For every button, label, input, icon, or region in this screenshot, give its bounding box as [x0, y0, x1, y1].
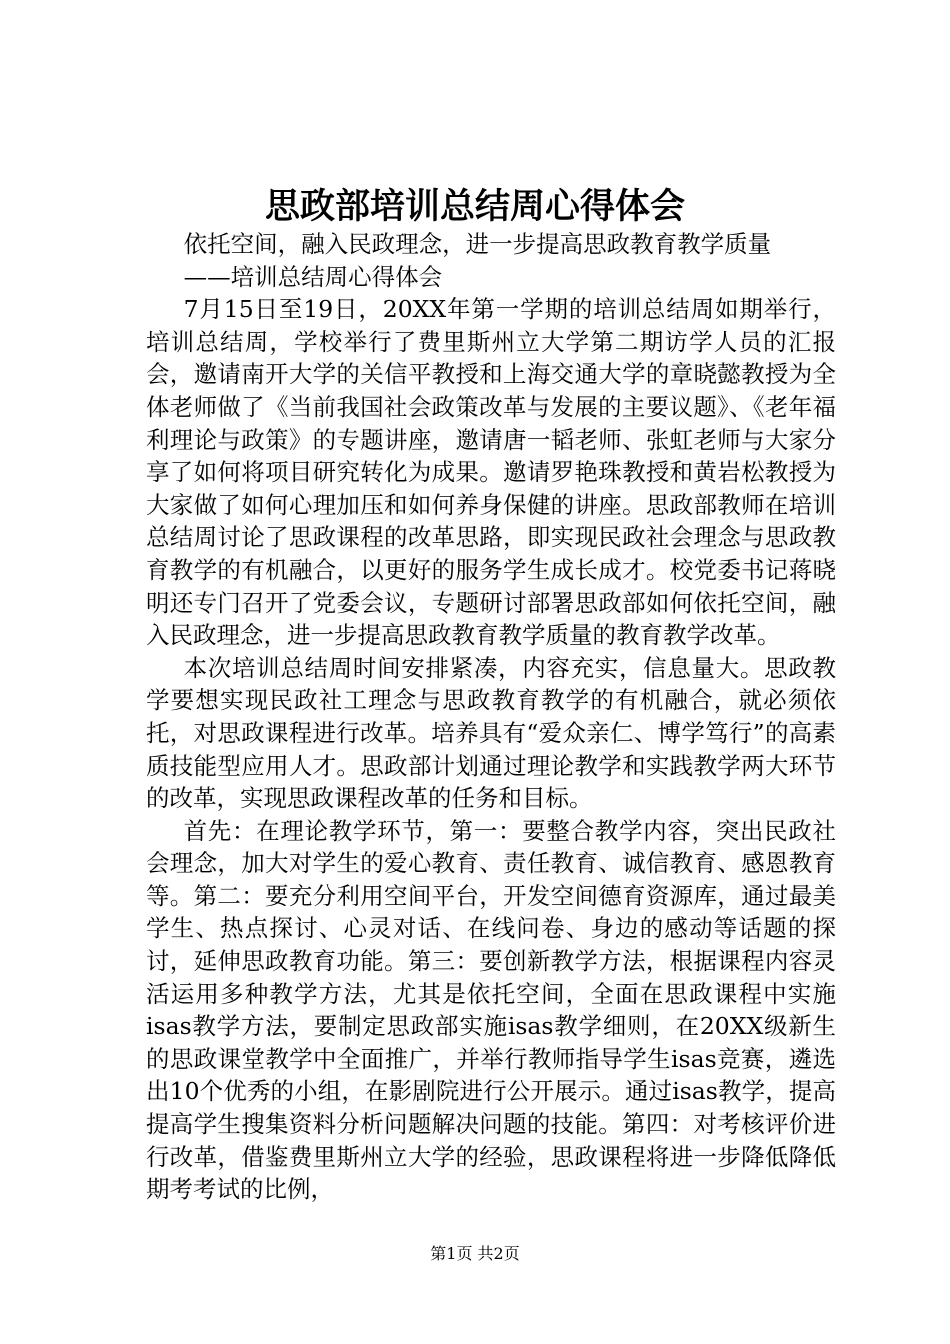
subtitle-line-1: 依托空间，融入民政理念，进一步提高思政教育教学质量 — [183, 230, 772, 258]
document-body — [146, 228, 836, 1206]
paragraph-2: 本次培训总结周时间安排紧凑，内容充实，信息量大。思政教学要想实现民政社工理念与思政教育教学的有机融合，就必须依托，对思政课程进行改革。培养具有“爱众亲仁、博学笃行”的高素质技能型应用人才。思政部计划通过理论教学和实践教学两大环节的改革，实现思政课程改革的任务和目标。 — [146, 653, 836, 813]
subtitle-line-2: ——培训总结周心得体会 — [183, 262, 443, 291]
paragraph-3: 首先：在理论教学环节，第一：要整合教学内容，突出民政社会理念，加大对学生的爱心教育、责任教育、诚信教育、感恩教育等。第二：要充分利用空间平台，开发空间德育资源库，通过最美学生、热点探讨、心灵对话、在线问卷、身边的感动等话题的探讨，延伸思政教育功能。第三：要创新教学方法，根据课程内容灵活运用多种教学方法，尤其是依托空间，全面在思政课程中实施isas教学方法，要制定思政部实施isas教学细则，在20XX级新生的思政课堂教学中全面推广，并举行教师指导学生isas竞赛，遴选出10个优秀的小组，在影剧院进行公开展示。通过isas教学，提高提高学生搜集资料分析问题解决问题的技能。第四：对考核评价进行改革，借鉴费里斯州立大学的经验，思政课程将进一步降低降低期考考试的比例， — [146, 816, 836, 1204]
page-footer: 第1页 共2页 — [430, 1244, 520, 1263]
paragraph-1: 7月15日至19日，20XX年第一学期的培训总结周如期举行，培训总结周，学校举行了费里斯州立大学第二期访学人员的汇报会，邀请南开大学的关信平教授和上海交通大学的章晓懿教授为全体老师做了《当前我国社会政策改革与发展的主要议题》、《老年福利理论与政策》的专题讲座，邀请唐一韬老师、张虹老师与大家分享了如何将项目研究转化为成果。邀请罗艳珠教授和黄岩松教授为大家做了如何心理加压和如何养身保健的讲座。思政部教师在培训总结周讨论了思政课程的改革思路，即实现民政社会理念与思政教育教学的有机融合，以更好的服务学生成长成才。校党委书记蒋晓明还专门召开了党委会议，专题研讨部署思政部如何依托空间，融入民政理念，进一步提高思政教育教学质量的教育教学改革。 — [146, 295, 836, 650]
document-title: 思政部培训总结周心得体会 — [264, 186, 685, 227]
